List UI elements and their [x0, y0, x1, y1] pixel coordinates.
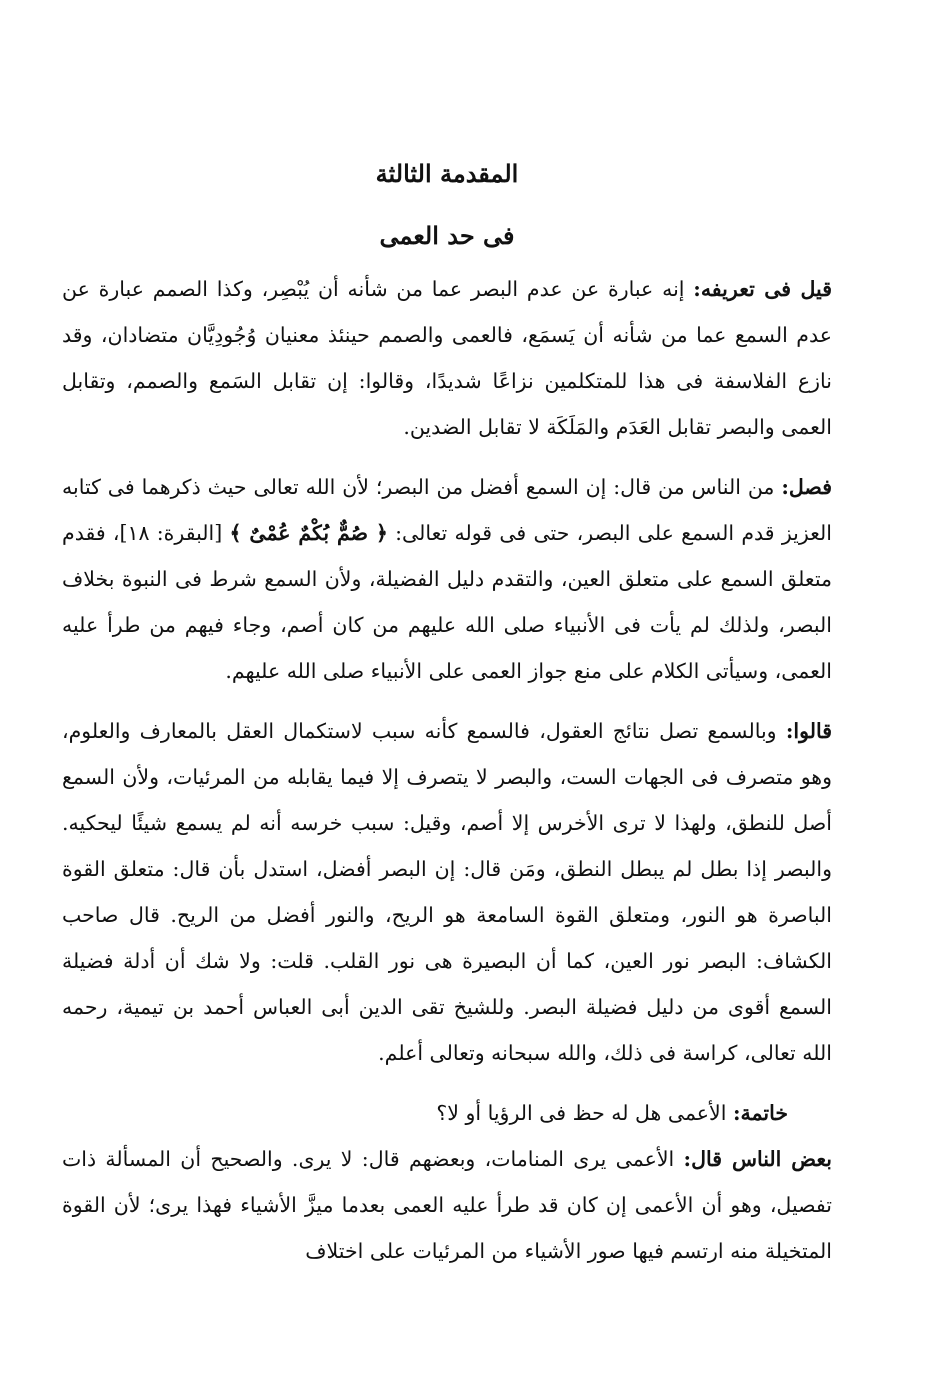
paragraph-body: إنه عبارة عن عدم البصر عما من شأنه أن يُبْصِر، وكذا الصمم عبارة عن عدم السمع عما من شأنه أن يَسمَع، فالعمى والصمم حينئذ معنيان وُجُودِيَّان متضادان، وقد نازع الفلاسفة فى هذا للمتكلمين نزاعًا شديدًا، وقالوا: إن تقابل السَمع والصمم، وتقابل العمى والبصر تقابل العَدَم والمَلَكَة لا تقابل الضدين. — [62, 277, 832, 439]
paragraph-body: الأعمى يرى المنامات، وبعضهم قال: لا يرى. والصحيح أن المسألة ذات تفصيل، وهو أن الأعمى إن كان قد طرأ عليه العمى بعدما ميزَّ الأشياء فهذا يرى؛ لأن القوة المتخيلة منه ارتسم فيها صور الأشياء من المرئيات على اختلاف — [62, 1147, 832, 1263]
paragraph-people-said — [62, 1136, 832, 1274]
paragraph-fasl — [62, 464, 832, 694]
paragraph-lead: خاتمة: — [732, 1101, 788, 1125]
document-page — [62, 150, 832, 1288]
paragraph-body: [البقرة: ١٨]، فقدم متعلق السمع على متعلق العين، والتقدم دليل الفضيلة، ولأن السمع شرط فى النبوة بخلاف البصر، ولذلك لم يأت فى الأنبياء صلى الله عليهم من كان أصم، وجاء فيهم من طرأ عليه العمى، وسيأتى الكلام على منع جواز العمى على الأنبياء صلى الله عليهم. — [62, 521, 832, 683]
paragraph-definition — [62, 266, 832, 450]
paragraph-lead: فصل: — [781, 475, 832, 499]
section-title: فى حد العمى — [379, 221, 515, 250]
quran-verse: ﴿ صُمٌّ بُكْمٌ عُمْىٌ ﴾ — [229, 521, 388, 545]
paragraph-lead: قيل فى تعريفه: — [693, 277, 832, 301]
chapter-title: المقدمة الثالثة — [375, 159, 519, 188]
paragraph-body: وبالسمع تصل نتائج العقول، فالسمع كأنه سبب لاستكمال العقل بالمعارف والعلوم، وهو متصرف فى الجهات الست، والبصر لا يتصرف إلا فيما يقابله من المرئيات، ولأن السمع أصل للنطق، ولهذا لا ترى الأخرس إلا أصم، وقيل: سبب خرسه أنه لم يسمع شيئًا ليحكيه. والبصر إذا بطل لم يبطل النطق، ومَن قال: إن البصر أفضل، استدل بأن قال: متعلق القوة الباصرة هو النور، ومتعلق القوة السامعة هو الريح، والنور أفضل من الريح. قال صاحب الكشاف: البصر نور العين، كما أن البصيرة هى نور القلب. قلت: ولا شك أن أدلة فضيلة السمع أقوى من دليل فضيلة البصر. وللشيخ تقى الدين أبى العباس أحمد بن تيمية، رحمه الله تعالى، كراسة فى ذلك، والله سبحانه وتعالى أعلم. — [62, 719, 832, 1065]
paragraph-conclusion — [62, 1090, 832, 1136]
paragraph-body: الأعمى هل له حظ فى الرؤيا أو لا؟ — [436, 1101, 733, 1125]
paragraph-lead: بعض الناس قال: — [683, 1147, 832, 1171]
paragraph-body: من الناس من قال: إن السمع أفضل من البصر؛ لأن الله تعالى حيث ذكرهما فى كتابه العزيز قدم السمع على البصر، حتى فى قوله تعالى: — [62, 475, 832, 545]
paragraph-lead: قالوا: — [785, 719, 832, 743]
paragraph-qalu — [62, 708, 832, 1076]
